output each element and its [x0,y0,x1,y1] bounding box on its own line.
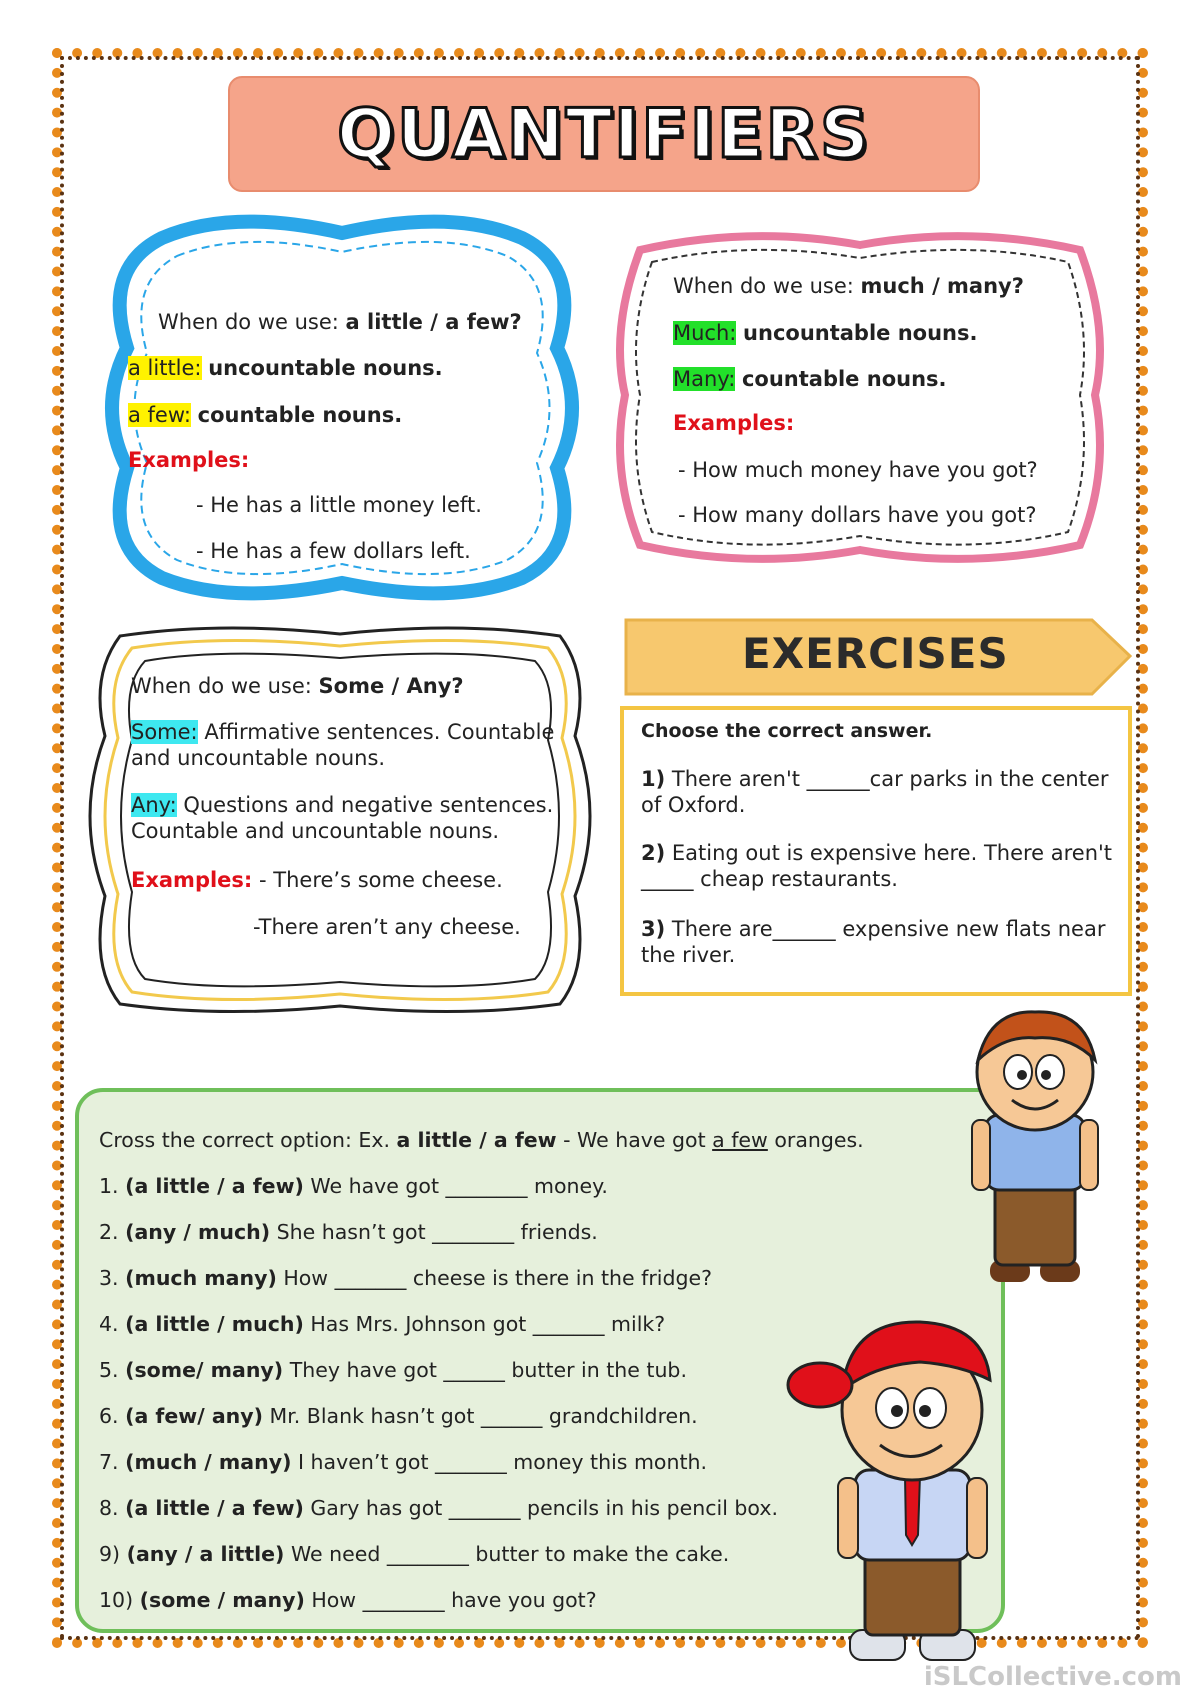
boy-cartoon-1 [930,1000,1140,1290]
much-many-example-2: - How many dollars have you got? [678,503,1037,527]
page-title: QUANTIFIERS [337,94,871,174]
exercises-heading: EXERCISES [742,629,1009,678]
exercises-instruction: Choose the correct answer. [641,720,933,742]
some-any-question: When do we use: Some / Any? [131,674,464,698]
some-any-example-1: Examples: - There’s some cheese. [131,868,503,892]
cross-item-9: 9) (any / a little) We need ________ butter to make the cake. [99,1542,730,1566]
exercise-item-3: 3) There are______ expensive new flats near the river. [641,917,1106,968]
some-definition: Some: Affirmative sentences. Countable and uncountable nouns. [131,720,555,771]
cross-item-6: 6. (a few/ any) Mr. Blank hasn’t got ______ grandchildren. [99,1404,698,1428]
few-definition: a few: countable nouns. [128,403,403,427]
little-few-example-2: - He has a few dollars left. [196,539,471,563]
much-many-examples-label: Examples: [673,411,795,435]
many-definition: Many: countable nouns. [673,367,947,391]
exercises-box [620,706,1132,996]
cross-exercise-intro: Cross the correct option: Ex. a little / a few - We have got a few oranges. [99,1128,864,1152]
little-few-example-1: - He has a little money left. [196,493,482,517]
cross-item-8: 8. (a little / a few) Gary has got _______ pencils in his pencil box. [99,1496,778,1520]
some-any-example-2: -There aren’t any cheese. [253,915,521,939]
any-definition: Any: Questions and negative sentences. Countable and uncountable nouns. [131,793,554,844]
much-definition: Much: uncountable nouns. [673,321,978,345]
cross-item-1: 1. (a little / a few) We have got ________ money. [99,1174,608,1198]
cross-item-10: 10) (some / many) How ________ have you got? [99,1588,597,1612]
exercise-item-1: 1) There aren't ______car parks in the center of Oxford. [641,767,1109,818]
cross-item-4: 4. (a little / much) Has Mrs. Johnson got _______ milk? [99,1312,666,1336]
cross-item-3: 3. (much many) How _______ cheese is there in the fridge? [99,1266,713,1290]
cross-item-7: 7. (much / many) I haven’t got _______ money this month. [99,1450,708,1474]
boy-cartoon-2 [780,1300,1050,1680]
watermark: iSLCollective.com [923,1662,1182,1692]
little-definition: a little: uncountable nouns. [128,356,443,380]
little-few-question: When do we use: a little / a few? [158,310,522,334]
exercise-item-2: 2) Eating out is expensive here. There aren't _____ cheap restaurants. [641,841,1113,892]
much-many-question: When do we use: much / many? [673,274,1024,298]
title-banner [228,76,980,192]
cross-item-2: 2. (any / much) She hasn’t got ________ friends. [99,1220,598,1244]
cross-item-5: 5. (some/ many) They have got ______ butter in the tub. [99,1358,687,1382]
little-few-examples-label: Examples: [128,448,250,472]
much-many-example-1: - How much money have you got? [678,458,1038,482]
